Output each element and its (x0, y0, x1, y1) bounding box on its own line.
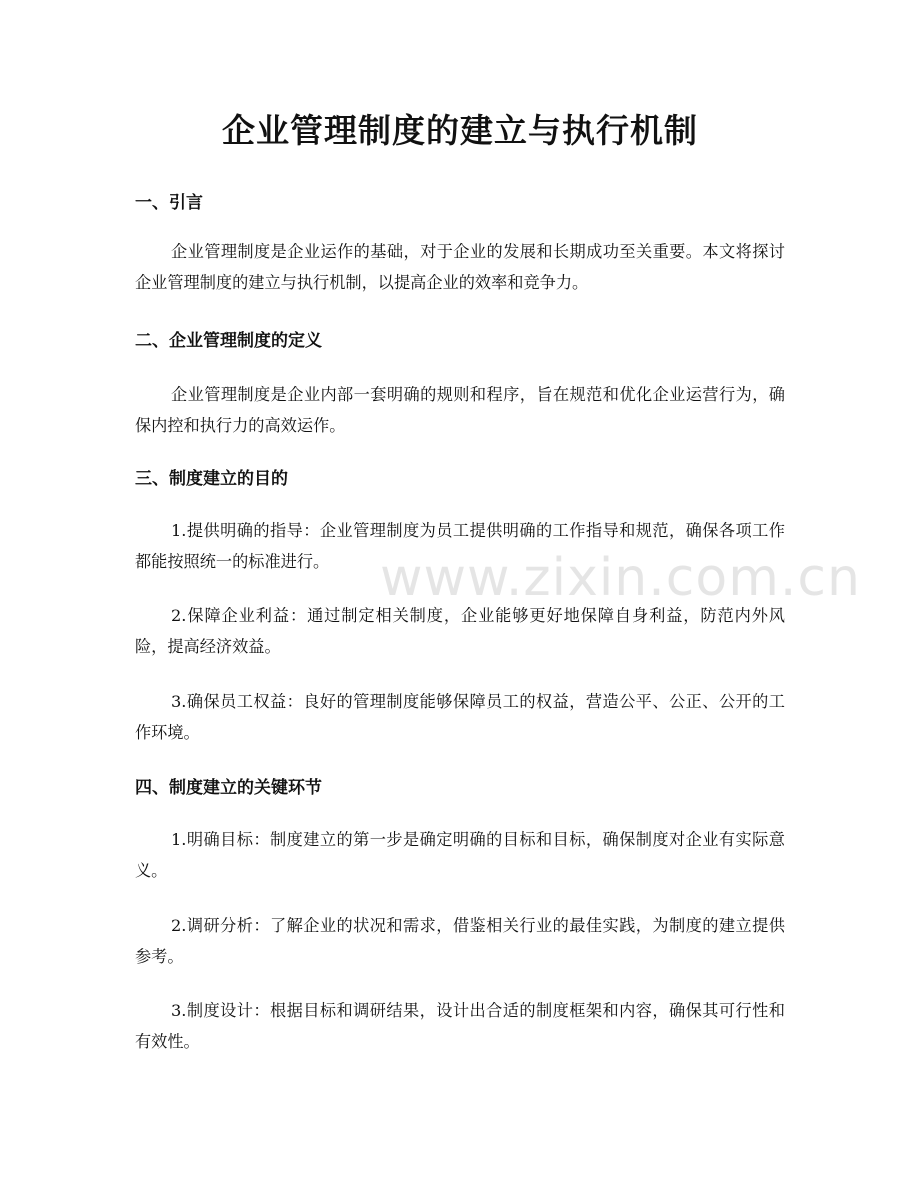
paragraph-purpose-3: 3.确保员工权益：良好的管理制度能够保障员工的权益，营造公平、公正、公开的工作环境。 (135, 692, 785, 742)
paragraph-key-steps-3: 3.制度设计：根据目标和调研结果，设计出合适的制度框架和内容，确保其可行性和有效性。 (135, 1001, 785, 1051)
paragraph-purpose-2: 2.保障企业利益：通过制定相关制度，企业能够更好地保障自身利益，防范内外风险，提高经济效益。 (135, 606, 785, 656)
section-heading-key-steps: 四、制度建立的关键环节 (135, 778, 322, 798)
paragraph-introduction: 企业管理制度是企业运作的基础，对于企业的发展和长期成功至关重要。本文将探讨企业管理制度的建立与执行机制，以提高企业的效率和竞争力。 (135, 242, 785, 292)
paragraph-purpose-1: 1.提供明确的指导：企业管理制度为员工提供明确的工作指导和规范，确保各项工作都能按照统一的标准进行。 (135, 521, 785, 571)
section-heading-introduction: 一、引言 (135, 193, 203, 213)
section-heading-definition: 二、企业管理制度的定义 (135, 331, 322, 351)
section-heading-purpose: 三、制度建立的目的 (135, 469, 288, 489)
document-title: 企业管理制度的建立与执行机制 (222, 111, 698, 150)
paragraph-key-steps-2: 2.调研分析：了解企业的状况和需求，借鉴相关行业的最佳实践，为制度的建立提供参考。 (135, 916, 785, 966)
paragraph-definition: 企业管理制度是企业内部一套明确的规则和程序，旨在规范和优化企业运营行为，确保内控和执行力的高效运作。 (135, 385, 785, 435)
watermark: www.zixin.com.cn (380, 548, 861, 608)
paragraph-key-steps-1: 1.明确目标：制度建立的第一步是确定明确的目标和目标，确保制度对企业有实际意义。 (135, 830, 785, 880)
